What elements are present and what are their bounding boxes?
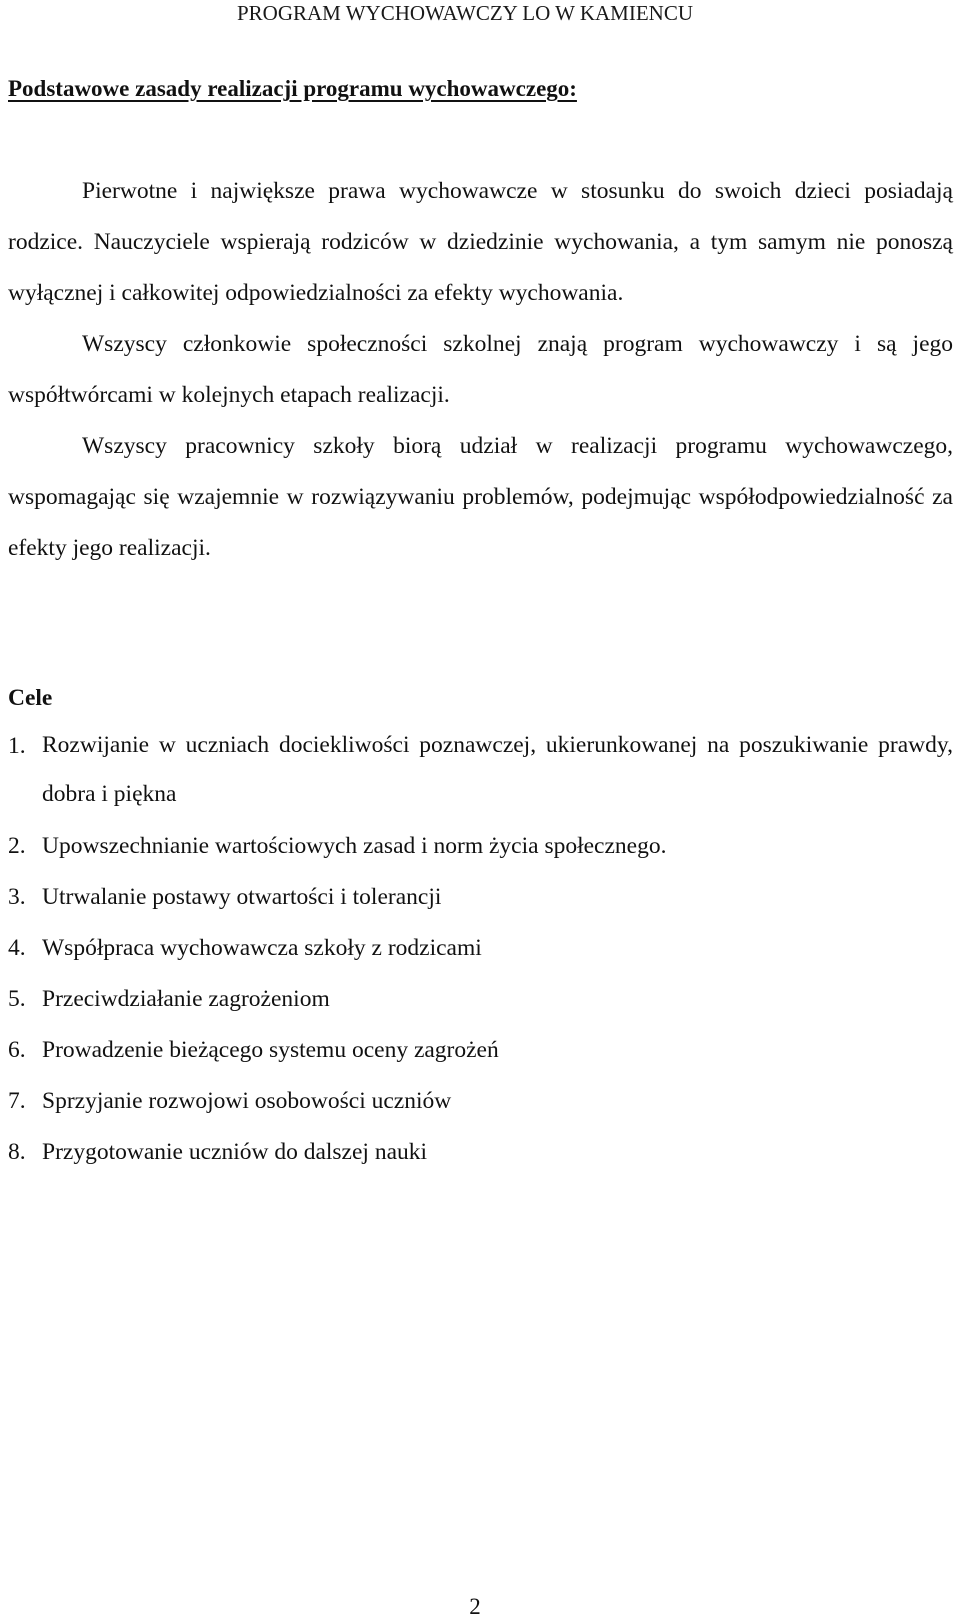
list-item [8, 984, 953, 1014]
list-item [8, 1086, 953, 1116]
item-text: Rozwijanie w uczniach dociekliwości poznawczej, ukierunkowanej na poszukiwanie prawdy, dobra i piękna [42, 732, 953, 807]
list-item [8, 1137, 953, 1167]
page-number: 2 [469, 1594, 481, 1619]
item-number: 2. [8, 833, 26, 859]
list-item [8, 933, 953, 963]
principles-text [8, 166, 953, 574]
list-item [8, 731, 953, 819]
item-text: Upowszechnianie wartościowych zasad i norm życia społecznego. [42, 833, 667, 859]
list-item [8, 831, 953, 861]
item-number: 1. [8, 733, 26, 759]
item-number: 6. [8, 1037, 26, 1063]
paragraph: Wszyscy członkowie społeczności szkolnej znają program wychowawczy i są jego współtwórcami w kolejnych etapach realizacji. [8, 331, 953, 408]
item-text: Utrwalanie postawy otwartości i tolerancji [42, 884, 442, 910]
list-item [8, 882, 953, 912]
item-number: 4. [8, 935, 26, 961]
item-number: 7. [8, 1088, 26, 1114]
goals-heading: Cele [8, 685, 53, 711]
item-number: 8. [8, 1139, 26, 1165]
goals-list [8, 731, 953, 1167]
item-text: Współpraca wychowawcza szkoły z rodzicami [42, 935, 482, 961]
paragraph: Pierwotne i największe prawa wychowawcze w stosunku do swoich dzieci posiadają rodzice. Nauczyciele wspierają rodziców w dziedzinie wychowania, a tym samym nie ponoszą wyłącznej i całkowitej odpowiedzialności za efekty wychowania. [8, 178, 953, 306]
item-text: Przeciwdziałanie zagrożeniom [42, 986, 330, 1012]
section-title: Podstawowe zasady realizacji programu wychowawczego: [8, 76, 577, 101]
item-text: Prowadzenie bieżącego systemu oceny zagrożeń [42, 1037, 499, 1063]
item-number: 5. [8, 986, 26, 1012]
item-text: Sprzyjanie rozwojowi osobowości uczniów [42, 1088, 452, 1114]
item-number: 3. [8, 884, 26, 910]
item-text: Przygotowanie uczniów do dalszej nauki [42, 1139, 428, 1165]
running-header: PROGRAM WYCHOWAWCZY LO W KAMIENCU [236, 1, 694, 25]
list-item [8, 1035, 953, 1065]
paragraph: Wszyscy pracownicy szkoły biorą udział w realizacji programu wychowawczego, wspomagając się wzajemnie w rozwiązywaniu problemów, podejmując współodpowiedzialność za efekty jego realizacji. [8, 433, 953, 561]
